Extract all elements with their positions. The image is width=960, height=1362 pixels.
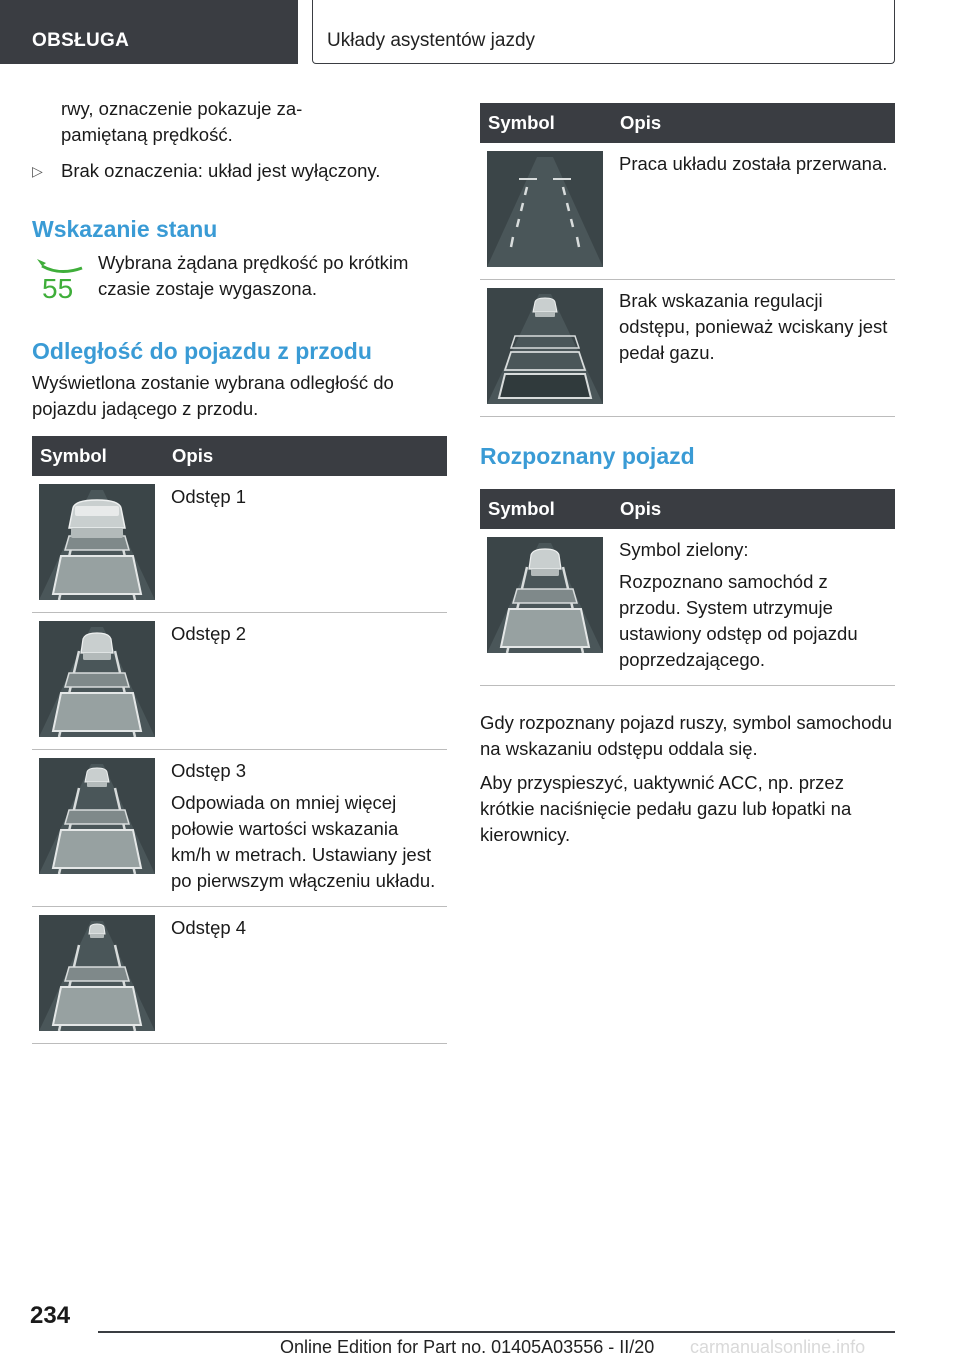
bullet-text: Brak oznaczenia: układ jest wyłączony. [61, 160, 381, 181]
distance-heading: Odległość do pojazdu z przodu [32, 338, 372, 364]
bullet-arrow-icon: ▷ [32, 163, 43, 179]
recognized-heading: Rozpoznany pojazd [480, 443, 695, 469]
speed-marker-icon [32, 250, 98, 310]
distance-3-icon [39, 758, 155, 874]
bullet-item [32, 158, 447, 184]
watermark-text: carmanualsonline.info [690, 1337, 866, 1357]
distance-2-icon [39, 621, 155, 737]
table-header [480, 103, 895, 143]
section-title: OBSŁUGA [32, 30, 130, 51]
col-desc: Opis [612, 489, 895, 529]
col-desc: Opis [164, 436, 447, 476]
interrupted-icon [487, 151, 603, 267]
table-row [480, 280, 895, 417]
left-column [32, 96, 447, 1044]
col-desc: Opis [612, 103, 895, 143]
row-desc: Odstęp 4 [171, 917, 247, 938]
vehicle-recognized-icon [487, 537, 603, 653]
page-number: 234 [30, 1302, 71, 1329]
row-desc: Praca układu została przerwana. [619, 153, 888, 174]
distance-4-icon [39, 915, 155, 1031]
status-text: Wybrana żądana prędkość po krótkim czasie zostaje wygaszona. [98, 252, 409, 299]
table-header [32, 436, 447, 476]
table-row [480, 529, 895, 686]
gas-pedal-icon [487, 288, 603, 404]
col-symbol: Symbol [480, 103, 612, 143]
paragraph-1: Gdy rozpoznany pojazd ruszy, symbol samochodu na wskazaniu odstępu oddala się. [480, 712, 892, 759]
distance-table [32, 436, 447, 1044]
intro-line-1: rwy, oznaczenie pokazuje za- [61, 98, 303, 119]
row-desc: Brak wskazania regulacji odstępu, ponieważ wciskany jest pedał gazu. [619, 290, 888, 363]
row-desc: Odstęp 1 [171, 486, 247, 507]
paragraph-2: Aby przyspieszyć, uaktywnić ACC, np. przez krótkie naciśnięcie pedału gazu lub łopatki na kierownicy. [480, 772, 852, 845]
row-extra: Rozpoznano samochód z przodu. System utrzymuje ustawiony odstęp od pojazdu poprzedzającego. [619, 571, 858, 670]
intro-line-2: pamiętaną prędkość. [61, 124, 233, 145]
distance-1-icon [39, 484, 155, 600]
table-row [32, 613, 447, 750]
recognized-table [480, 489, 895, 686]
table-row [32, 907, 447, 1044]
state-table [480, 103, 895, 417]
row-desc: Odstęp 3 [171, 760, 247, 781]
row-desc: Odstęp 2 [171, 623, 247, 644]
table-header [480, 489, 895, 529]
section-tab [0, 0, 298, 64]
table-row [32, 476, 447, 613]
edition-text: Online Edition for Part no. 01405A03556 - II/20 [280, 1337, 655, 1357]
status-row [32, 250, 447, 310]
col-symbol: Symbol [480, 489, 612, 529]
distance-text: Wyświetlona zostanie wybrana odległość do pojazdu jadącego z przodu. [32, 372, 394, 419]
status-number: 55 [42, 273, 74, 304]
table-row [480, 143, 895, 280]
col-symbol: Symbol [32, 436, 164, 476]
status-heading: Wskazanie stanu [32, 216, 218, 242]
footer-divider [98, 1331, 895, 1333]
chapter-title: Układy asystentów jazdy [327, 30, 536, 51]
table-row [32, 750, 447, 907]
chapter-tab [312, 0, 895, 64]
right-column [480, 103, 895, 848]
row-extra: Odpowiada on mniej więcej połowie wartości wskazania km/h w metrach. Ustawiany jest po pierwszym włączeniu układu. [171, 792, 436, 891]
row-desc: Symbol zielony: [619, 539, 749, 560]
